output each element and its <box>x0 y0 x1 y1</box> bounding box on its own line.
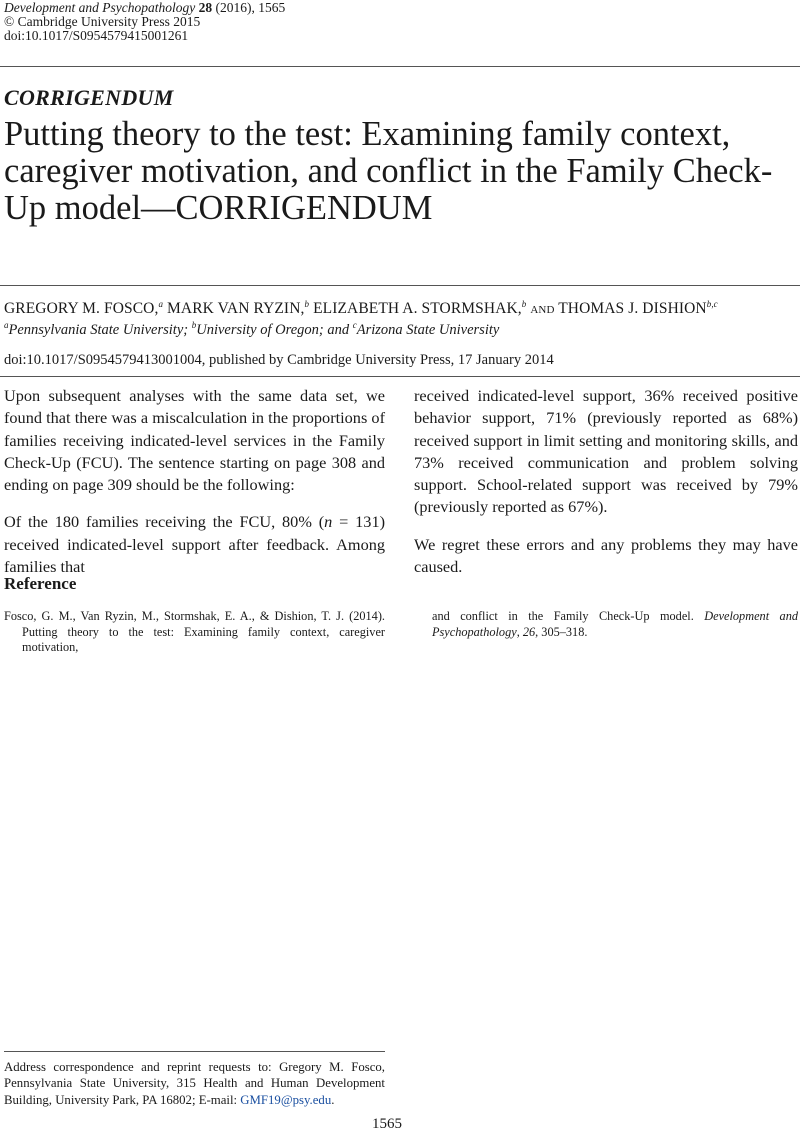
paragraph-2 <box>4 511 385 578</box>
affil-mark-b: b <box>191 320 197 330</box>
year-pages: (2016), 1565 <box>215 0 286 15</box>
reference-entry-left <box>4 609 385 656</box>
reference-pages: , 305–318. <box>535 624 588 639</box>
email-link[interactable]: GMF19@psy.edu <box>240 1092 332 1107</box>
affil-mark-c: c <box>352 320 357 330</box>
author-1-affil-mark: a <box>158 299 164 309</box>
paragraph-3: We regret these errors and any problems they may have caused. <box>414 534 798 577</box>
affil-b: University of Oregon; and <box>196 321 353 338</box>
author-2-affil-mark: b <box>304 299 310 309</box>
body-right-column <box>414 385 798 593</box>
paragraph-1: Upon subsequent analyses with the same data set, we found that there was a miscalculation in the proportions of families receiving indicated-level services in the Family Check-Up (FCU). The sentence starting on page 308 and ending on page 309 should be the following: <box>4 386 385 495</box>
reference-text-part1: Fosco, G. M., Van Ryzin, M., Stormshak, E. A., & Dishion, T. J. (2014). Putting theory to the test: Examining family context, caregiver motivation, <box>4 609 385 654</box>
header-doi: doi:10.1017/S0954579415001261 <box>4 28 189 43</box>
affiliations <box>4 320 499 339</box>
reference-journal: Development and Psychopathology <box>432 609 798 639</box>
reference-entry-right <box>414 609 798 640</box>
reference-heading: Reference <box>4 574 77 593</box>
author-4: THOMAS J. DISHION <box>558 300 707 318</box>
reference-volume: 26 <box>522 624 536 639</box>
author-3: ELIZABETH A. STORMSHAK, <box>313 300 522 318</box>
and-word: AND <box>530 304 555 317</box>
author-4-affil-mark: b,c <box>706 299 718 309</box>
journal-name: Development and Psychopathology <box>4 0 196 15</box>
footnote-rule <box>4 1051 385 1052</box>
paragraph-2-start: Of the 180 families receiving the FCU, 80% ( <box>4 512 325 532</box>
affil-a: Pennsylvania State University; <box>8 321 192 338</box>
paragraph-2-continued: = 131) received indicated-level support after feedback. Among families that <box>4 512 386 577</box>
article-title: Putting theory to the test: Examining family context, caregiver motivation, and conflict in the Family Check-Up model—CORRIGENDUM <box>4 115 773 227</box>
affil-mark-a: a <box>4 320 9 330</box>
correspondence-footnote <box>4 1059 385 1108</box>
volume: 28 <box>198 0 213 15</box>
running-header <box>4 1 285 43</box>
author-2: MARK VAN RYZIN, <box>167 300 305 318</box>
article-kicker: CORRIGENDUM <box>4 85 174 110</box>
affil-c: Arizona State University <box>356 321 500 338</box>
reference-comma: , <box>516 624 523 639</box>
author-list <box>4 299 718 318</box>
footnote-text: Address correspondence and reprint requests to: Gregory M. Fosco, Pennsylvania State University, 315 Health and Human Development Building, University Park, PA 16802; E-mail: <box>4 1060 385 1107</box>
copyright: © Cambridge University Press 2015 <box>4 14 201 29</box>
author-3-affil-mark: b <box>521 299 527 309</box>
original-article-citation: doi:10.1017/S0954579413001004, published by Cambridge University Press, 17 January 2014 <box>4 352 554 368</box>
page-number: 1565 <box>372 1116 402 1132</box>
title-rule <box>0 285 800 286</box>
paragraph-2-continuation: received indicated-level support, 36% received positive behavior support, 71% (previously reported as 68%) received support in limit setting and monitoring skills, and 73% received communication and problem solving support. School-related support was received by 79% (previously reported as 67%). <box>414 386 798 517</box>
n-symbol: n <box>324 512 333 532</box>
reference-text-part2: and conflict in the Family Check-Up model. <box>432 609 705 623</box>
footnote-end: . <box>331 1092 335 1107</box>
author-1: GREGORY M. FOSCO, <box>4 300 159 318</box>
header-rule <box>0 66 800 67</box>
body-left-column <box>4 385 385 593</box>
body-rule <box>0 376 800 377</box>
